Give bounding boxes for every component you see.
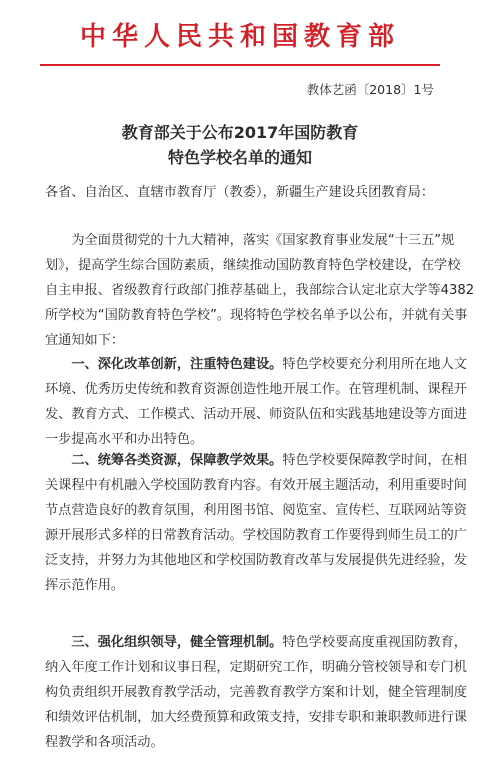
intro-paragraph: [45, 228, 475, 353]
paragraph-line: 发、教育方式、工作模式、活动开展、师资队伍和实践基地建设等方面进: [45, 407, 467, 422]
section-heading: 一、深化改革创新，注重特色建设。: [45, 357, 283, 372]
document-title-line-2: 特色学校名单的通知: [167, 148, 312, 167]
document-number: 教体艺函〔2018〕1号: [306, 82, 434, 97]
section-text: 特色学校要保障教学时间，在相: [282, 453, 467, 468]
paragraph-line: 程教学和各项活动。: [45, 735, 164, 750]
section-1-paragraph: [45, 352, 467, 452]
ministry-header-title: 中华人民共和国教育部: [79, 22, 400, 52]
paragraph-line: 纳入年度工作计划和议事日程，定期研究工作，明确分管校领导和专门机: [45, 660, 467, 675]
paragraph-line: 宜通知如下：: [45, 333, 125, 348]
paragraph-line: 自主申报、省级教育行政部门推荐基础上，我部综合认定北京大学等4382: [45, 283, 475, 298]
paragraph-line: 关课程中有机融入学校国防教育内容。有效开展主题活动，利用重要时间: [45, 478, 467, 493]
paragraph-line: 和绩效评估机制，加大经费预算和政策支持，安排专职和兼职教师进行课: [45, 710, 467, 725]
section-heading: 三、强化组织领导，健全管理机制。: [45, 635, 283, 650]
paragraph-line: 所学校为“国防教育特色学校”。现将特色学校名单予以公布，并就有关事: [45, 308, 468, 323]
addressee: 各省、自治区、直辖市教育厅（教委），新疆生产建设兵团教育局：: [45, 185, 435, 200]
paragraph-line: 源开展形式多样的日常教育活动。学校国防教育工作要得到师生员工的广: [45, 528, 467, 543]
paragraph-line: 挥示范作用。: [45, 578, 125, 593]
section-2-paragraph: [45, 448, 467, 598]
paragraph-line: [45, 352, 467, 377]
paragraph-line: 节点营造良好的教育氛围，利用图书馆、阅览室、宣传栏、互联网站等资: [45, 503, 467, 518]
header-red-rule: [40, 64, 440, 66]
paragraph-line: 一步提高水平和办出特色。: [45, 432, 204, 447]
paragraph-line: 划》，提高学生综合国防素质，继续推动国防教育特色学校建设，在学校: [45, 258, 461, 273]
section-heading: 二、统筹各类资源，保障教学效果。: [45, 453, 283, 468]
paragraph-line: [45, 448, 467, 473]
section-3-paragraph: [45, 630, 467, 755]
paragraph-line: 构负责组织开展教育教学活动，完善教育教学方案和计划，健全管理制度: [45, 685, 467, 700]
section-text: 特色学校要高度重视国防教育，: [282, 635, 467, 650]
paragraph-line: [45, 630, 467, 655]
paragraph-line: 泛支持，并努力为其他地区和学校国防教育改革与发展提供先进经验，发: [45, 553, 467, 568]
paragraph-line: 环境、优秀历史传统和教育资源创造性地开展工作。在管理机制、课程开: [45, 382, 467, 397]
section-text: 特色学校要充分利用所在地人文: [282, 357, 467, 372]
document-title-line-1: 教育部关于公布2017年国防教育: [121, 123, 359, 142]
paragraph-line: 为全面贯彻党的十九大精神，落实《国家教育事业发展“十三五”规: [45, 233, 455, 248]
